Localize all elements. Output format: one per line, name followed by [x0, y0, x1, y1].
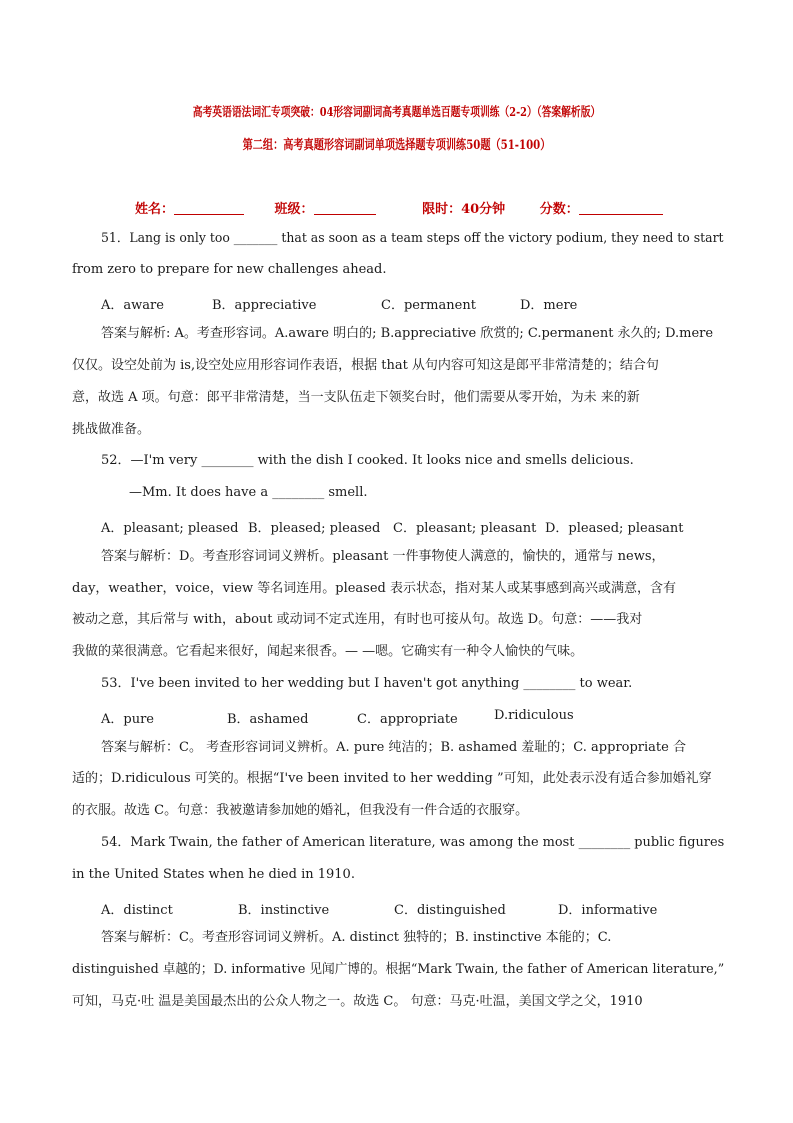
question-51-stem-cont: from zero to prepare for new challenges ahead.: [72, 262, 387, 277]
question-53-answer-cont: 的衣服。故选 C。句意：我被邀请参加她的婚礼，但我没有一件合适的衣服穿。: [72, 803, 529, 818]
question-53-option-b: B．ashamed: [227, 712, 309, 727]
question-54-option-a: A．distinct: [101, 903, 173, 918]
question-54-stem: 54．Mark Twain, the father of American literature, was among the most ________ public figures: [101, 835, 725, 850]
name-blank[interactable]: [174, 202, 244, 215]
document-subtitle: 第二组：高考真题形容词副词单项选择题专项训练50题（51-100）: [242, 138, 551, 153]
class-label: 班级：: [274, 202, 314, 217]
question-52-option-b: B．pleased; pleased: [248, 521, 381, 536]
question-53-option-a: A．pure: [101, 712, 154, 727]
question-52-option-a: A．pleasant; pleased: [101, 521, 239, 536]
question-52-option-c: C．pleasant; pleasant: [393, 521, 537, 536]
question-54-option-b: B．instinctive: [238, 903, 330, 918]
question-54-option-c: C．distinguished: [394, 903, 506, 918]
document-title: 高考英语语法词汇专项突破：04形容词副词高考真题单选百题专项训练（2-2）（答案解析版）: [192, 104, 601, 119]
question-53-answer: 答案与解析：C。 考查形容词词义辨析。A. pure 纯洁的；B. ashamed 羞耻的；C. appropriate 合: [101, 740, 686, 755]
student-info-row: [135, 198, 663, 217]
question-51-answer-cont: 意，故选 A 项。句意：郎平非常清楚，当一支队伍走下领奖台时，他们需要从零开始，为未 来的新: [72, 390, 640, 405]
question-51-stem: 51．Lang is only too _______ that as soon as a team steps off the victory podium, they need to start: [101, 231, 724, 246]
question-52-answer-cont: 我做的菜很满意。它看起来很好，闻起来很香。— —嗯。它确实有一种令人愉快的气味。: [72, 644, 584, 659]
question-51-answer-cont: 仅仅。设空处前为 is,设空处应用形容词作表语，根据 that 从句内容可知这是郎平非常清楚的；结合句: [72, 358, 659, 373]
question-53-stem: 53．I've been invited to her wedding but I haven't got anything ________ to wear.: [101, 676, 633, 691]
question-51-option-d: D．mere: [520, 298, 578, 313]
question-54-option-d: D．informative: [558, 903, 658, 918]
question-51-option-b: B．appreciative: [212, 298, 317, 313]
score-label: 分数：: [539, 202, 579, 217]
question-52-stem: 52．—I'm very ________ with the dish I cooked. It looks nice and smells delicious.: [101, 453, 634, 468]
question-52-answer: 答案与解析：D。考查形容词词义辨析。pleasant 一件事物使人满意的，愉快的，通常与 news，: [101, 549, 665, 564]
question-54-answer-cont: distinguished 卓越的；D. informative 见闻广博的。根据“Mark Twain, the father of American literature,”: [72, 962, 725, 977]
question-51-option-a: A．aware: [101, 298, 164, 313]
score-blank[interactable]: [579, 202, 663, 215]
question-51-answer-cont: 挑战做准备。: [72, 422, 151, 437]
question-53-answer-cont: 适的；D.ridiculous 可笑的。根据“I've been invited to her wedding ”可知，此处表示没有适合参加婚礼穿: [72, 771, 712, 786]
question-51-answer: 答案与解析: A。考查形容词。A.aware 明白的; B.appreciative 欣赏的; C.permanent 永久的; D.mere: [101, 326, 714, 341]
question-53-option-c: C．appropriate: [357, 712, 458, 727]
question-52-answer-cont: day，weather，voice，view 等名词连用。pleased 表示状态，指对某人或某事感到高兴或满意，含有: [72, 581, 676, 596]
question-52-stem-cont: —Mm. It does have a ________ smell.: [129, 485, 368, 500]
name-label: 姓名：: [135, 202, 175, 217]
question-51-option-c: C．permanent: [381, 298, 476, 313]
time-limit: 限时：40分钟: [422, 202, 506, 217]
question-54-answer-cont: 可知，马克·吐 温是美国最杰出的公众人物之一。故选 C。 句意：马克·吐温，美国文学之父，1910: [72, 994, 643, 1009]
question-54-answer: 答案与解析：C。考查形容词词义辨析。A. distinct 独特的；B. instinctive 本能的；C.: [101, 930, 612, 945]
class-blank[interactable]: [314, 202, 376, 215]
question-52-answer-cont: 被动之意，其后常与 with，about 或动词不定式连用，有时也可接从句。故选 D。句意：——我对: [72, 612, 643, 627]
question-52-option-d: D．pleased; pleasant: [545, 521, 684, 536]
question-54-stem-cont: in the United States when he died in 1910.: [72, 867, 355, 882]
question-53-option-d: D.ridiculous: [494, 708, 574, 723]
